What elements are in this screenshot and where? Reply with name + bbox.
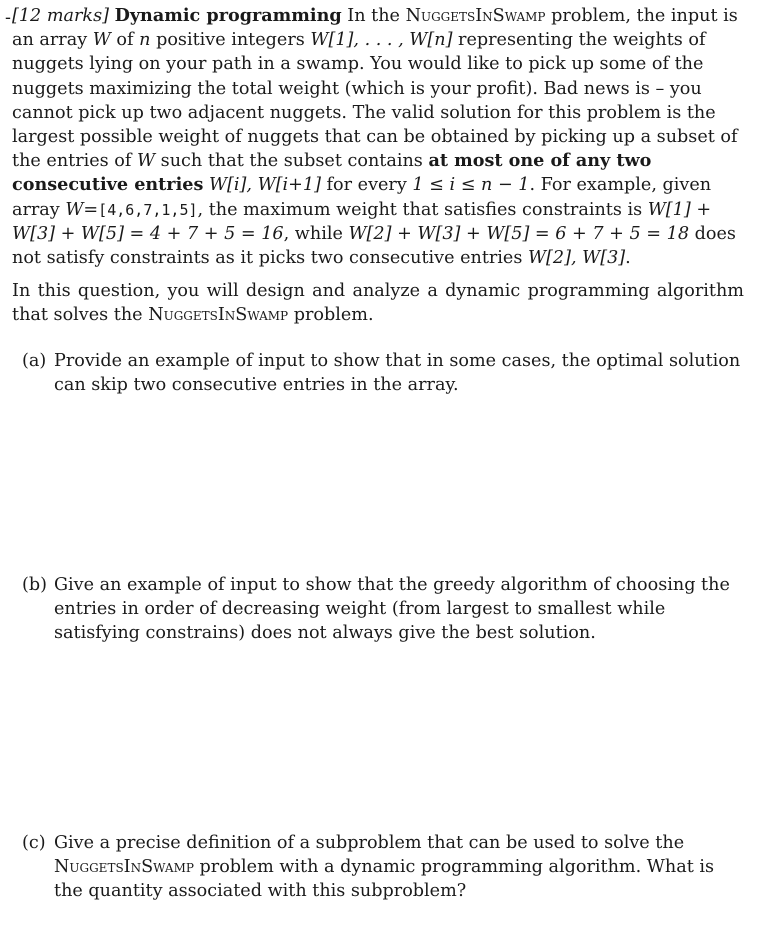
problem-name-3: NuggetsInSwamp — [54, 856, 194, 877]
intro-text-5: representing the weights of nuggets lying on your path in a swamp. You would like to pick up some of the nuggets maximizing the total weight (which is your profit). Bad news is – you cannot pick up two adjacent nuggets. The valid solution for this problem is the largest possible weight of nuggets that can be obtained by picking up a subset of the entries of — [12, 30, 738, 172]
intro-text-6: such that the subset contains — [155, 151, 429, 172]
part-b-text: Give an example of input to show that the greedy algorithm of choosing the entries in order of decreasing weight (from largest to smallest while satisfying constrains) does not always give the best solution. — [54, 575, 730, 644]
part-a — [12, 349, 744, 397]
math-W-eq: W= — [65, 199, 99, 220]
math-W-again: W — [137, 151, 156, 172]
part-b — [12, 573, 744, 646]
question-text-2: problem. — [288, 305, 374, 326]
intro-text-10: , while — [283, 223, 349, 244]
intro-text-8: . For example, given array — [12, 175, 712, 220]
math-W: W — [92, 30, 111, 51]
intro-text-11: does not satisfy constraints as it picks two consecutive entries — [12, 223, 736, 269]
question-intro — [12, 279, 744, 327]
intro-text-4: positive integers — [150, 30, 311, 51]
sum-invalid: W[2] + W[3] + W[5] = 6 + 7 + 5 = 18 — [348, 223, 690, 244]
intro-text-12: . — [625, 248, 631, 269]
part-c-text-1: Give a precise definition of a subproblem that can be used to solve the — [54, 832, 685, 853]
math-W-pair: W[i], W[i+1] — [208, 175, 321, 196]
intro-text-9: , the maximum weight that satisfies constraints is — [197, 199, 648, 220]
part-c-label: (c) — [22, 832, 46, 853]
intro-text-1: In the — [341, 6, 406, 26]
math-n: n — [139, 30, 151, 51]
math-W-sequence: W[1], . . . , W[n] — [310, 30, 453, 51]
intro-text-3: of — [110, 30, 140, 51]
bold-constraint: at most one of any two consecutive entries — [12, 150, 652, 196]
margin-marker: - — [5, 8, 11, 28]
part-c — [12, 831, 744, 904]
problem-title: Dynamic programming — [114, 5, 342, 26]
problem-name: NuggetsInSwamp — [405, 6, 546, 26]
question-text-1: In this question, you will design and analyze a dynamic programming algorithm that solves the — [12, 281, 744, 326]
problem-statement — [5, 4, 744, 270]
sum-valid: W[1] + W[3] + W[5] = 4 + 7 + 5 = 16 — [12, 199, 712, 244]
math-consecutive-pair: W[2], W[3] — [527, 248, 626, 269]
part-c-text-2: problem with a dynamic programming algorithm. What is the quantity associated with this subproblem? — [54, 856, 715, 902]
math-i-range: 1 ≤ i ≤ n − 1 — [412, 175, 530, 196]
problem-page — [5, 4, 744, 903]
intro-text-7: for every — [320, 175, 413, 196]
part-a-label: (a) — [22, 350, 47, 371]
part-b-label: (b) — [22, 575, 47, 596]
part-a-text: Provide an example of input to show that in some cases, the optimal solution can skip two consecutive entries in the array. — [54, 350, 741, 395]
intro-text-2: problem, the input is an array — [12, 6, 738, 51]
marks-label: [12 marks] — [12, 6, 109, 26]
problem-name-2: NuggetsInSwamp — [148, 305, 289, 326]
example-array: [4,6,7,1,5] — [98, 200, 198, 219]
